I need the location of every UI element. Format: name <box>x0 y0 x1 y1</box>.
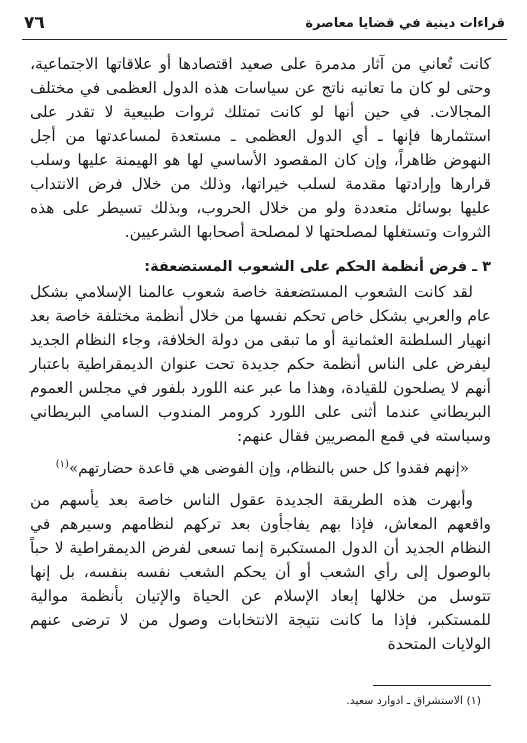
running-title: قراءات دينية في قضايا معاصرة <box>305 15 505 31</box>
footnote-marker: (١) <box>55 459 69 470</box>
footnote: (١) الاستشراق ـ ادوارد سعيد. <box>346 694 481 707</box>
page-header <box>24 10 505 36</box>
page-number: ٧٦ <box>24 13 45 33</box>
paragraph-1: كانت تُعاني من آثار مدمرة على صعيد اقتصادها أو علاقاتها الاجتماعية، وحتى لو كان ما تعانيه ناتج عن سياسات هذه الدول العظمى في مختلف المجالات. في حين أنها لو كانت تمتلك ثروات طبيعية لا تقدر على استثمارها فإنها ـ أي الدول العظمى ـ مستعدة لمساعدتها من أجل النهوض ظاهراً، وإن كان المقصود الأساسي لها هو الهيمنة عليها وسلب قرارها وإرادتها مقدمة لسلب خيراتها، وذلك من خلال فرض الانتداب عليها بوسائل متعددة ولو من خلال الحروب، وبذلك تسيطر على هذه الثروات وتستغلها لمصلحتها لا لمصلحة أصحابها الشرعيين. <box>30 55 491 241</box>
footnote-rule <box>373 685 491 686</box>
header-rule <box>22 39 507 40</box>
paragraph-2: لقد كانت الشعوب المستضعفة خاصة شعوب عالمنا الإسلامي بشكل عام والعربي بشكل خاص تحكم نفسها من خلال أنظمة مختلفة خاصة بعد انهيار السلطنة العثمانية أو ما تبقى من دولة الخلافة، وجاء النظام الجديد ليفرض على الناس أنظمة حكم جديدة تحت عنوان الديمقراطية باعتبار أنهم لا يصلحون للقيادة، وهذا ما عبر عنه اللورد بلفور في مجلس العموم البريطاني عندما أثنى على اللورد كرومر المندوب السامي البريطاني وسياسته في قمع المصريين فقال عنهم: <box>30 283 491 445</box>
paragraph-3: وأبهرت هذه الطريقة الجديدة عقول الناس خاصة بعد يأسهم من واقعهم المعاش، فإذا بهم يفاجأون بعد تركهم لنظامهم وسيرهم في النظام الجديد أن الدول المستكبرة إنما تسعى لفرض الديمقراطية لا حباً بالوصول إلى رأي الشعب أو أن يحكم الشعب نفسه بنفسه، بل إنها تتوسل من خلالها إبعاد الإسلام عن الحياة والإتيان بأنظمة موالية للمستكبر، فإذا ما كانت نتيجة الانتخابات وصول من لا ترضى عنهم الولايات المتحدة <box>30 491 491 653</box>
page-body <box>30 52 491 656</box>
quotation-text: «إنهم فقدوا كل حس بالنظام، وإن الفوضى هي قاعدة حضارتهم» <box>68 459 469 477</box>
quotation <box>30 456 491 480</box>
section-heading: ٣ ـ فرض أنظمة الحكم على الشعوب المستضعفة: <box>144 259 491 275</box>
